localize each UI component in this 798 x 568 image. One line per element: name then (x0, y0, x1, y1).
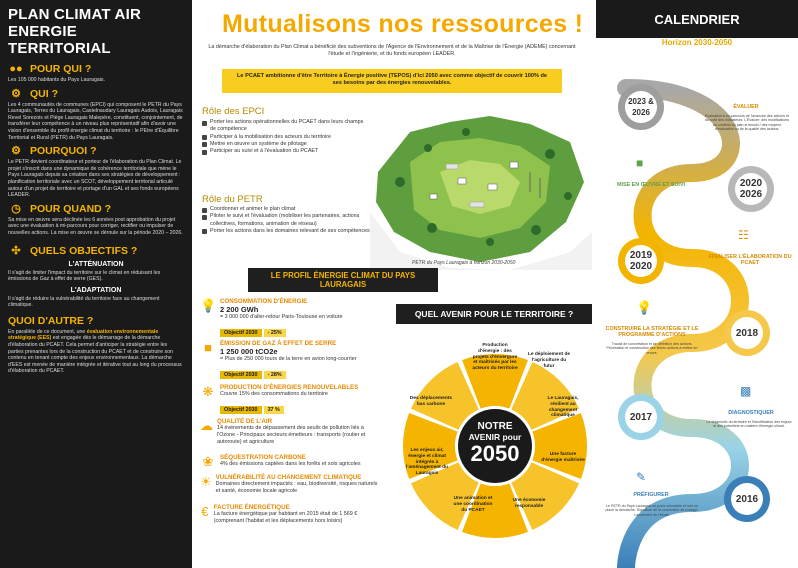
stage-text: Évaluation à mi-parcours de l'avancée des actions et du suivi des indicateurs. L'Évaluer: des modifications au contenu du plan si besoin / des moyens d'évaluation ou de la qualité des actions. (705, 114, 789, 132)
wind-icon: ❋ (202, 384, 214, 399)
profile-item: ❀ SÉQUESTRATION CARBONE 4% des émissions captées dans les forêts et sols agricoles (200, 454, 380, 474)
map-caption: PETR du Pays Lauragais à horizon 2030-2050 (412, 260, 516, 266)
stage-ring: 2017 (618, 394, 664, 440)
petr-list (202, 206, 378, 235)
lightbulb-icon: 💡 (636, 300, 653, 315)
stage-ring: 2018 (724, 310, 770, 356)
section-objectifs: ✣ QUELS OBJECTIFS ? (8, 245, 184, 257)
stage-label: MISE EN ŒUVRE ET SUIVI (617, 182, 685, 188)
list-item: Participer au suivi et à l'évaluation du PCAET (202, 148, 366, 155)
quoi-text: En parallèle de ce document, une évaluation environnementale stratégique (EES) est engagée dès le démarrage de la démarche d'élaboration du PCAET. Cela permet d'anticiper la stratégie entre les parties prenantes lors de la construction du PCAET et de construire son contenu en tenant compte des enjeux environnementaux. La démarche d'EES est menée de manière intégrée et itérative tout au long du processus d'élaboration du PCAET. (8, 328, 182, 375)
list-item: Coordonner et animer le plan climat (202, 206, 378, 213)
ambition-box: Le PCAET ambitionne d'être Territoire à Énergie positive (TEPOS) d'ici 2050 avec comme objectif de couvrir 100% de ses besoins par des énergies renouvelables. (222, 69, 562, 93)
section-quoi-dautre: QUOI D'AUTRE ? (8, 314, 94, 327)
qui-text: Les 4 communautés de communes (EPCI) qui composent le PETR du Pays Lauragais, Terres du Lauragais, Castelnaudary Lauragais Audois, Lauragais Revel Sorezois et Piège Lauragais Malepère, constituent, conjointement, de transférer leur compétence à un niveau plus représentatif afin d'avoir une vision d'ensemble du profil énergie climat du territoire : le PEtre d'Équilibre Territorial et Rural (PETR) du Pays Lauragais. (8, 101, 183, 141)
chart-icon: ▩ (740, 384, 752, 398)
adaptation-text: Il s'agit de réduire la vulnérabilité du territoire face au changement climatique. (8, 295, 160, 309)
stage-text: Le PETR du Pays Lauragais se porte volontaire et met en place la démarche. Signature de la convention de portage. Lancement de l'étude. (605, 504, 699, 517)
profile-item: 💡 CONSOMMATION D'ÉNERGIE 2 200 GWh = 3 000 000 d'aller-retour Paris-Toulouse en voiture Objectif 2030 - 25% (200, 298, 343, 336)
list-item: Participer à la mobilisation des acteurs du territoire (202, 134, 366, 141)
pour-qui-text: Les 105 000 habitants du Pays Lauragais. (8, 77, 105, 83)
left-title: PLAN CLIMAT AIR ENERGIE TERRITORIAL (8, 6, 141, 57)
stage-label: DIAGNOSTIQUER (728, 410, 774, 416)
profile-item: ☀ VULNÉRABILITÉ AU CHANGEMENT CLIMATIQUE Domaines directement impactés : eau, biodiversité, risques naturels et santé, économie locale agricole (200, 474, 378, 494)
pourquoi-text: Le PETR devient coordinateur et porteur de l'élaboration du Plan Climat. Le projet s'inscrit dans une dynamique de cohérence territoriale que mène le Pays Lauragais depuis sa création dans ses stratégies de développement : planification territoriale avec un SCOT, développement territorial articulé autour d'un projet de territoire et portage d'un GAL et ses fonds européens LEADER. (8, 159, 182, 199)
stage-ring: 2023 & 2026 (618, 84, 664, 130)
middle-column (192, 0, 596, 568)
profile-item: ☁ QUALITÉ DE L'AIR 14 événements de dépassement des seuils de pollution liés à l'Ozone - Principaux secteurs émetteurs : transports (routier et autoroute) et agriculture (200, 418, 366, 445)
pen-icon: ✎ (636, 470, 647, 484)
wedge-label: Une économie responsable (512, 498, 546, 509)
wedge-label: Une animation et une coordination du PCAET (453, 496, 493, 513)
stage-ring: 2019 2020 (618, 238, 664, 284)
adaptation-title: L'ADAPTATION (70, 286, 122, 294)
gears-icon: ⚙ (11, 145, 21, 158)
attenuation-title: L'ATTÉNUATION (68, 260, 124, 268)
profile-list (200, 298, 380, 534)
stage-label: ÉVALUER (733, 104, 759, 110)
bulb-icon: 💡 (200, 298, 217, 313)
list-item: Piloter le suivi et l'évaluation (mobiliser les partenaires, actions collectives, formations, animation de réseau) (202, 213, 378, 228)
epci-list (202, 119, 366, 155)
clock-icon: ◷ (11, 202, 21, 215)
people-icon: ●● (9, 63, 23, 75)
wedge-label: Des déplacements bas carbone (409, 396, 453, 407)
stage-text: Travail de concertation et de définition des actions. Priorisation et construction des fiches actions à mettre en œuvre. (606, 342, 698, 355)
climate-icon: ☀ (200, 474, 212, 489)
leaf-icon: ❀ (202, 454, 214, 469)
folder-icon: ■ (636, 156, 644, 170)
list-item: Porter les actions dans les domaines relevant de ses compétences (202, 228, 378, 235)
factory-icon: ■ (204, 340, 212, 355)
section-pour-qui: ●● POUR QUI ? (9, 63, 92, 75)
wedge-label: Production d'énergie : des projets d'envergure et maîtrisés par les acteurs du territoire (472, 343, 518, 372)
wedge-label: Le déploiement de l'agriculture du futur (527, 352, 571, 369)
stage-label: CONSTRUIRE LA STRATÉGIE ET LE PROGRAMME D'ACTIONS (605, 326, 699, 338)
profile-item: € FACTURE ÉNERGÉTIQUE La facture énergétique par habitant en 2015 était de 1 569 € (comprenant l'habitat et les déplacements hors loisirs) (201, 504, 358, 524)
profile-title: LE PROFIL ÉNERGIE CLIMAT DU PAYS LAURAGAIS (248, 268, 438, 292)
profile-item: ❋ PRODUCTION D'ÉNERGIES RENOUVELABLES Couvre 15% des consommations du territoire Objectif 2030 37 % (200, 384, 380, 418)
section-pour-quand: ◷ POUR QUAND ? (8, 203, 184, 215)
stage-ring: 2016 (724, 476, 770, 522)
epci-title: Rôle des EPCI (202, 106, 265, 117)
attenuation-text: Il s'agit de limiter l'impact du territoire sur le climat en réduisant les émissions de Gaz à effet de serre (GES). (8, 269, 161, 283)
euro-icon: € (201, 504, 209, 519)
wedge-label: Une facture d'énergie maîtrisée (541, 452, 585, 463)
section-qui: ⚙ QUI ? (8, 88, 184, 100)
air-icon: ☁ (200, 418, 213, 433)
stage-text: Le diagnostic du territoire et l'identification des enjeux et des potentiels en matière d'énergie-climat. (706, 420, 792, 429)
stage-label: FINALISER L'ÉLABORATION DU PCAET (708, 254, 792, 266)
stage-ring: 2020 2026 (728, 166, 774, 212)
calendar-subtitle: Horizon 2030-2050 (661, 38, 733, 47)
calendar-title: CALENDRIER (654, 12, 740, 27)
section-pourquoi: ⚙ POURQUOI ? (8, 145, 184, 157)
calendar-column (596, 0, 798, 568)
target-icon: ✣ (11, 244, 21, 257)
wedge-label: Les enjeux air, énergie et climat intégrés à l'aménagement du Lauragais (406, 448, 448, 477)
document-icon: ☷ (738, 228, 749, 242)
list-item: Porter les actions opérationnelles du PCAET dans leurs champs de compétence (202, 119, 366, 134)
stage-label: PRÉFIGURER (633, 492, 669, 498)
list-item: Mettre en œuvre un système de pilotage (202, 141, 366, 148)
left-column (0, 0, 192, 568)
avenir-title: QUEL AVENIR POUR LE TERRITOIRE ? (396, 304, 592, 324)
pour-quand-text: Sa mise en œuvre sera déclinée les 6 années post approbation du projet avec une évaluation à mi-parcours pour corriger, rectifier ou impulser de nouvelles actions. La mise en œuvre se déroule sur la période 2020 – 2026. (8, 216, 183, 236)
petr-title: Rôle du PETR (202, 194, 263, 205)
gear-icon: ⚙ (11, 87, 21, 100)
wedge-label: Le Lauragais, résilient au changement climatique (547, 396, 579, 419)
intro-text: La démarche d'élaboration du Plan Climat a bénéficié des subventions de l'Agence de l'Environnement et de la Maîtrise de l'Énergie (ADEME) concernant l'étude et l'ingénierie, et du fonds européen LEADER. (208, 44, 576, 57)
avenir-center: NOTRE AVENIR pour 2050 (468, 421, 522, 466)
main-title: Mutualisons nos ressources ! (222, 10, 584, 38)
territory-map-illustration (370, 102, 592, 270)
profile-item: ■ ÉMISSION DE GAZ À EFFET DE SERRE 1 250 000 tCO2e = Plus de 250 000 tours de la terre en avion long-courrier Objectif 2030 - 28% (200, 340, 380, 384)
